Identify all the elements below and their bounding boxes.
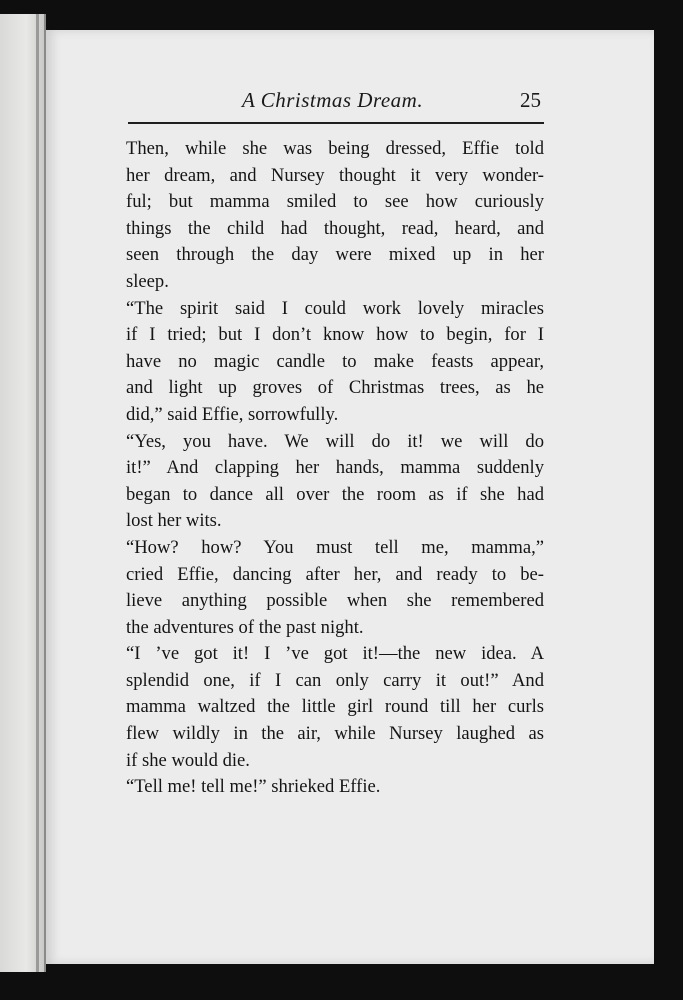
book-page (46, 30, 654, 964)
body-text (126, 136, 544, 801)
text-line: flew wildly in the air, while Nursey laughed as (126, 723, 544, 745)
text-line: if I tried; but I don’t know how to begin, for I (126, 324, 544, 346)
text-line: lost her wits. (126, 510, 222, 532)
text-line: Then, while she was being dressed, Effie told (126, 138, 544, 159)
text-line: ful; but mamma smiled to see how curiously (126, 191, 544, 213)
page-number: 25 (520, 88, 541, 112)
text-line: it!” And clapping her hands, mamma suddenly (126, 457, 544, 479)
text-line: her dream, and Nursey thought it very wonder- (126, 164, 544, 186)
text-line: “Yes, you have. We will do it! we will do (126, 430, 544, 452)
text-line: “How? how? You must tell me, mamma,” (126, 536, 544, 558)
text-line: have no magic candle to make feasts appear, (126, 350, 544, 372)
text-line: and light up groves of Christmas trees, as he (126, 377, 544, 399)
text-line: began to dance all over the room as if she had (126, 483, 544, 505)
book-cover-edge (0, 14, 46, 972)
text-line: splendid one, if I can only carry it out!” And (126, 669, 544, 691)
text-line: did,” said Effie, sorrowfully. (126, 403, 339, 425)
text-line: sleep. (126, 270, 169, 292)
running-head (46, 88, 654, 118)
text-line: “I ’ve got it! I ’ve got it!—the new idea. A (126, 643, 544, 665)
text-line: cried Effie, dancing after her, and ready to be- (126, 563, 544, 585)
header-rule (128, 122, 544, 124)
text-line: if she would die. (126, 749, 250, 771)
text-line: things the child had thought, read, heard, and (126, 217, 544, 239)
text-line: “The spirit said I could work lovely miracles (126, 297, 544, 319)
book-spine (36, 14, 39, 972)
running-title: A Christmas Dream. (242, 88, 424, 112)
text-line: seen through the day were mixed up in her (126, 244, 544, 266)
text-line: “Tell me! tell me!” shrieked Effie. (126, 776, 381, 798)
text-line: the adventures of the past night. (126, 616, 364, 638)
text-line: lieve anything possible when she remembered (126, 590, 544, 612)
text-line: mamma waltzed the little girl round till her curls (126, 696, 544, 718)
